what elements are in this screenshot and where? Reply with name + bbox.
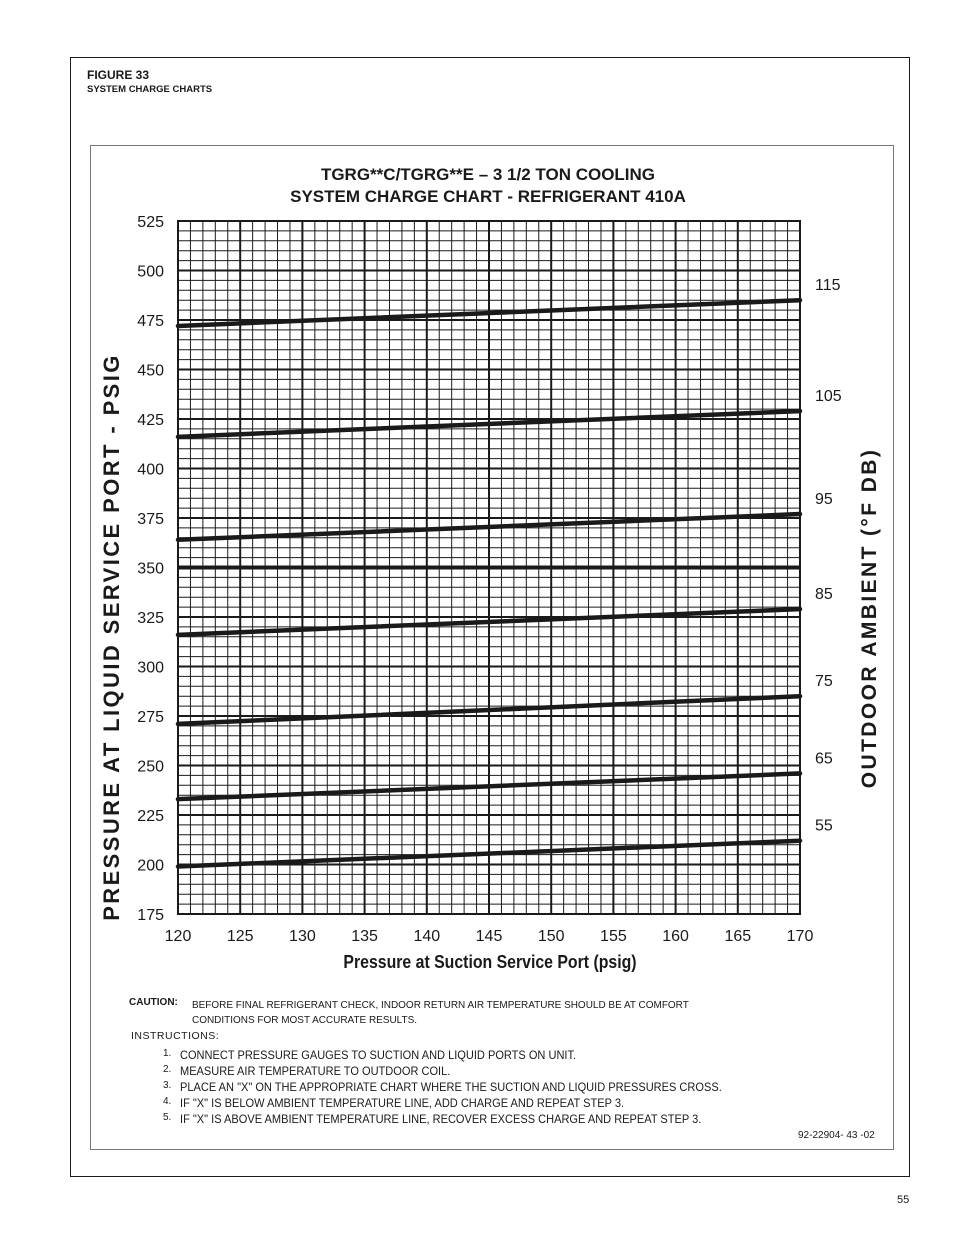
step-number: 4. xyxy=(163,1096,172,1107)
step-text: PLACE AN "X" ON THE APPROPRIATE CHART WHERE THE SUCTION AND LIQUID PRESSURES CROSS. xyxy=(180,1080,722,1094)
document-code: 92-22904- 43 -02 xyxy=(798,1130,875,1141)
y-tick-label: 525 xyxy=(137,214,164,231)
y-tick-label: 275 xyxy=(137,709,164,726)
chart-subtitle: SYSTEM CHARGE CHART - REFRIGERANT 410A xyxy=(290,187,686,206)
y-tick-label: 375 xyxy=(137,511,164,528)
step-text: IF "X" IS ABOVE AMBIENT TEMPERATURE LINE, RECOVER EXCESS CHARGE AND REPEAT STEP 3. xyxy=(180,1112,702,1126)
x-tick-label: 135 xyxy=(351,928,378,945)
instructions-label: INSTRUCTIONS: xyxy=(131,1030,220,1042)
step-text: CONNECT PRESSURE GAUGES TO SUCTION AND LIQUID PORTS ON UNIT. xyxy=(180,1048,577,1062)
y-tick-label: 300 xyxy=(137,659,164,677)
y-tick-label: 200 xyxy=(137,857,164,875)
y-tick-label: 225 xyxy=(137,808,164,825)
caution-line-1: BEFORE FINAL REFRIGERANT CHECK, INDOOR RETURN AIR TEMPERATURE SHOULD BE AT COMFORT xyxy=(192,999,689,1011)
x-tick-label: 170 xyxy=(786,928,814,945)
ambient-label: 105 xyxy=(815,388,842,406)
y-tick-label: 500 xyxy=(137,263,164,281)
step-number: 3. xyxy=(163,1080,172,1091)
chart-title: TGRG**C/TGRG**E – 3 1/2 TON COOLING xyxy=(320,165,656,184)
y-tick-label: 400 xyxy=(137,461,164,479)
x-tick-label: 160 xyxy=(662,928,689,945)
x-tick-label: 140 xyxy=(413,928,441,945)
outdoor-ambient-label: OUTDOOR AMBIENT (°F DB) xyxy=(858,447,881,789)
y-tick-label: 450 xyxy=(137,362,164,380)
step-number: 2. xyxy=(163,1064,172,1075)
step-number: 1. xyxy=(163,1048,172,1059)
ambient-label: 75 xyxy=(815,673,833,691)
step-text: MEASURE AIR TEMPERATURE TO OUTDOOR COIL. xyxy=(180,1064,451,1078)
y-tick-label: 250 xyxy=(137,758,164,776)
step-number: 5. xyxy=(163,1112,172,1123)
x-tick-label: 130 xyxy=(289,928,316,945)
ambient-label: 95 xyxy=(815,491,833,509)
x-tick-label: 150 xyxy=(537,928,565,945)
ambient-label: 65 xyxy=(815,750,833,768)
x-tick-label: 165 xyxy=(724,928,752,945)
x-tick-label: 145 xyxy=(475,928,503,945)
y-tick-label: 175 xyxy=(137,907,164,924)
x-tick-label: 125 xyxy=(226,928,254,945)
caution-text xyxy=(192,998,724,1028)
x-tick-label: 120 xyxy=(164,928,192,945)
x-tick-label: 155 xyxy=(600,928,627,945)
page-number: 55 xyxy=(897,1194,910,1206)
caution-label: CAUTION: xyxy=(129,997,178,1008)
caution-line-2: CONDITIONS FOR MOST ACCURATE RESULTS. xyxy=(192,1014,418,1026)
x-axis-label: Pressure at Suction Service Port (psig) xyxy=(343,952,637,972)
figure-number: FIGURE 33 xyxy=(87,68,150,82)
figure-caption: SYSTEM CHARGE CHARTS xyxy=(87,84,213,95)
y-axis-label: PRESSURE AT LIQUID SERVICE PORT - PSIG xyxy=(99,353,124,921)
ambient-label: 115 xyxy=(815,277,841,295)
y-tick-label: 350 xyxy=(137,560,164,578)
ambient-label: 55 xyxy=(815,817,833,835)
step-text: IF "X" IS BELOW AMBIENT TEMPERATURE LINE, ADD CHARGE AND REPEAT STEP 3. xyxy=(180,1096,625,1110)
ambient-label: 85 xyxy=(815,586,833,604)
y-tick-label: 475 xyxy=(137,313,164,330)
y-tick-label: 425 xyxy=(137,412,164,429)
y-tick-label: 325 xyxy=(137,610,164,627)
